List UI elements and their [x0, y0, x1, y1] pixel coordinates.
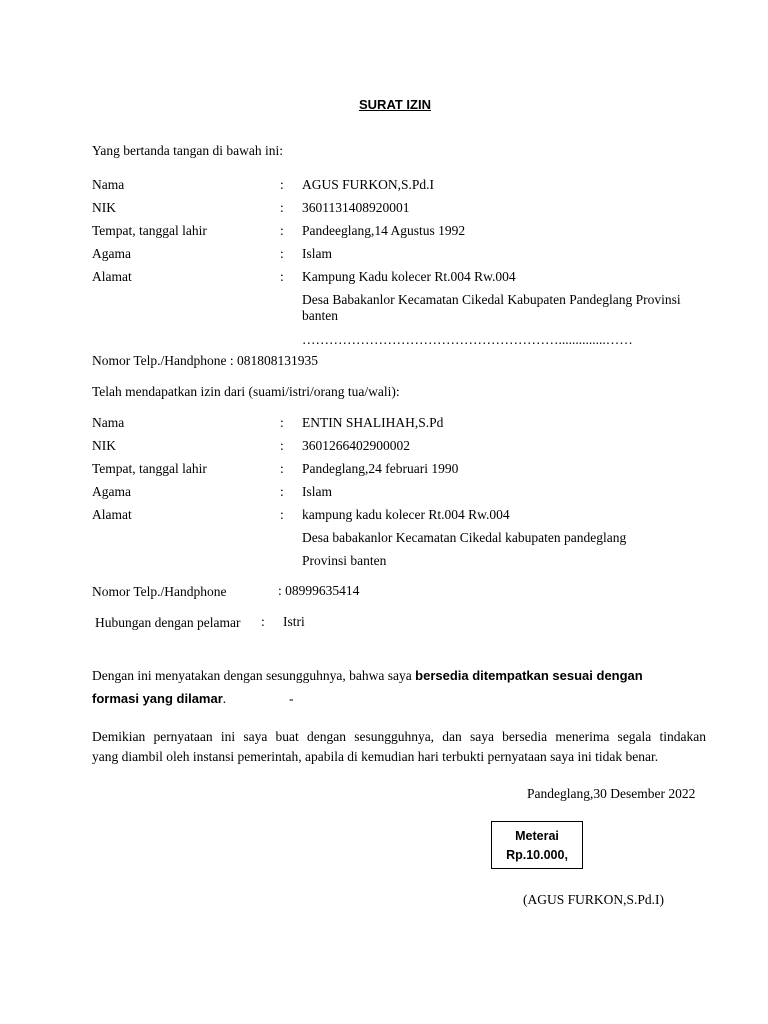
field-label: NIK — [92, 438, 116, 453]
colon: : — [280, 200, 284, 215]
signer-nama: AGUS FURKON,S.Pd.I — [302, 177, 435, 192]
signer-alamat-3: banten — [302, 308, 338, 323]
colon: : — [280, 246, 284, 261]
grantor-alamat-2: Desa babakanlor Kecamatan Cikedal kabupaten pandeglang — [302, 530, 627, 545]
field-label: Agama — [92, 484, 131, 499]
grantor-hubungan: Istri — [283, 614, 305, 629]
field-label: Tempat, tanggal lahir — [92, 223, 207, 238]
field-label: Nama — [92, 177, 125, 192]
field-label: Agama — [92, 246, 131, 261]
colon: : — [280, 507, 284, 522]
signer-telp: Nomor Telp./Handphone : 081808131935 — [92, 353, 319, 368]
colon: : — [280, 269, 284, 284]
field-label: Nama — [92, 415, 125, 430]
signature-name: (AGUS FURKON,S.Pd.I) — [523, 892, 665, 907]
statement-line-1 — [92, 668, 643, 684]
grantor-alamat-3: Provinsi banten — [302, 553, 387, 568]
grantor-nama: ENTIN SHALIHAH,S.Pd — [302, 415, 444, 430]
signer-alamat-1: Kampung Kadu kolecer Rt.004 Rw.004 — [302, 269, 516, 284]
colon: : — [280, 177, 284, 192]
letter-title: SURAT IZIN — [359, 97, 431, 112]
signer-ttl: Pandeeglang,14 Agustus 1992 — [302, 223, 466, 238]
statement-bold-1: bersedia ditempatkan sesuai dengan — [415, 668, 643, 683]
signer-agama: Islam — [302, 246, 332, 261]
stamp-line-2: Rp.10.000, — [506, 848, 568, 862]
statement-prefix: Dengan ini menyatakan dengan sesungguhnya, bahwa saya — [92, 668, 416, 683]
permission-intro: Telah mendapatkan izin dari (suami/istri/orang tua/wali): — [92, 384, 400, 399]
grantor-nik: 3601266402900002 — [302, 438, 410, 453]
signer-alamat-2: Desa Babakanlor Kecamatan Cikedal Kabupaten Pandeglang Provinsi — [302, 292, 681, 307]
colon: : — [280, 438, 284, 453]
place-date: Pandeglang,30 Desember 2022 — [527, 786, 696, 801]
signer-alamat-dots: …………………………………………………..............…… — [302, 332, 633, 347]
grantor-ttl: Pandeglang,24 februari 1990 — [302, 461, 459, 476]
field-label: NIK — [92, 200, 116, 215]
grantor-alamat-1: kampung kadu kolecer Rt.004 Rw.004 — [302, 507, 510, 522]
statement-suffix: . — [222, 691, 227, 706]
closing-line-1: Demikian pernyataan ini saya buat dengan sesungguhnya, dan saya bersedia menerima segala tindakan — [92, 729, 706, 744]
statement-dash: - — [289, 691, 294, 706]
colon: : — [280, 461, 284, 476]
signer-nik: 3601131408920001 — [302, 200, 410, 215]
colon: : — [280, 415, 284, 430]
closing-line-2: yang diambil oleh instansi pemerintah, apabila di kemudian hari terbukti pernyataan saya ini tidak benar. — [92, 749, 659, 764]
grantor-agama: Islam — [302, 484, 332, 499]
colon: : — [280, 223, 284, 238]
grantor-telp: : 08999635414 — [278, 583, 360, 598]
colon: : — [261, 614, 265, 629]
stamp-box — [491, 821, 583, 869]
intro-text: Yang bertanda tangan di bawah ini: — [92, 143, 283, 158]
colon: : — [280, 484, 284, 499]
field-label: Hubungan dengan pelamar — [95, 615, 241, 630]
statement-line-2 — [92, 691, 226, 707]
stamp-line-1: Meterai — [515, 829, 559, 843]
field-label: Alamat — [92, 507, 132, 522]
field-label: Alamat — [92, 269, 132, 284]
field-label: Tempat, tanggal lahir — [92, 461, 207, 476]
statement-bold-2: formasi yang dilamar — [92, 691, 223, 706]
field-label: Nomor Telp./Handphone — [92, 584, 227, 599]
